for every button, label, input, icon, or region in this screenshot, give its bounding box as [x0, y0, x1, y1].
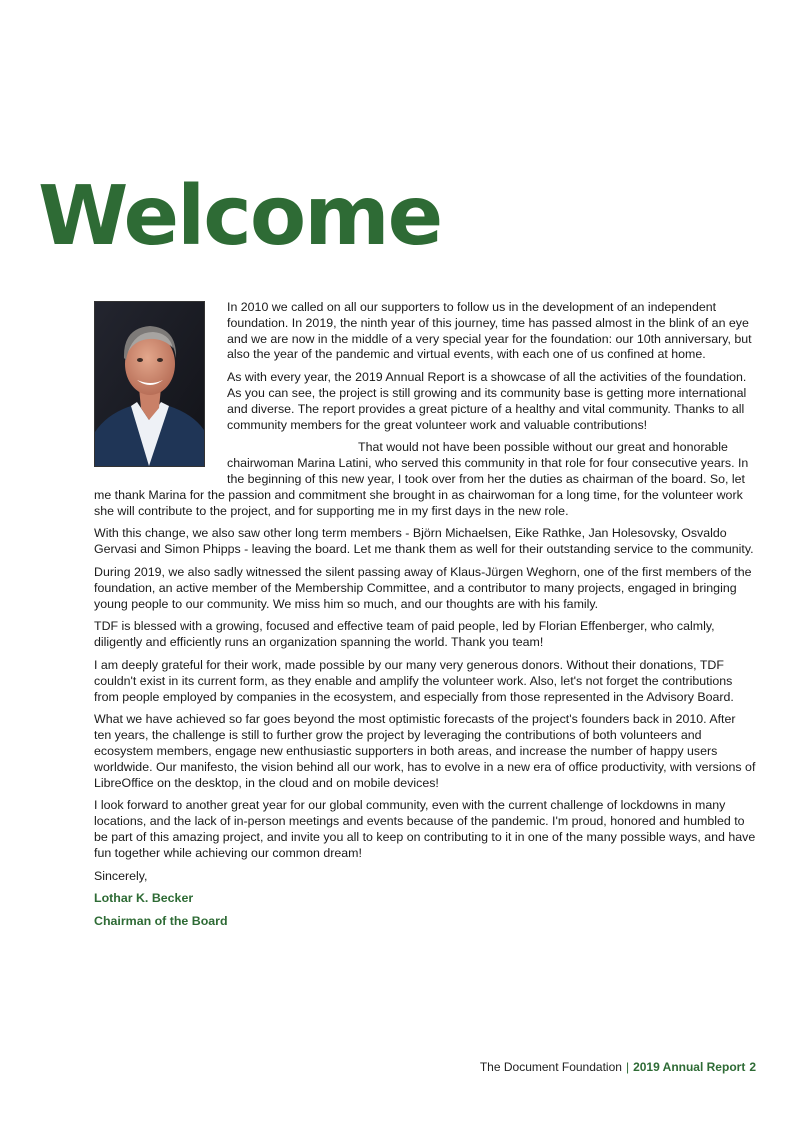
- paragraph: In 2010 we called on all our supporters to follow us in the development of an independent foundation. In 2019, the ninth year of this journey, time has passed almost in the blink of an eye and we are now in the middle of a very special year for the foundation: our 10th anniversary, but also the year of the pandemic and virtual events, with each one of us confined at home.: [227, 300, 752, 362]
- paragraph: I am deeply grateful for their work, made possible by our many very generous donors. Without their donations, TDF couldn't exist in its current form, as they enable and amplify the volunteer work. Also, let's not forget the contributions from people employed by companies in the ecosystem, and especially from those represented in the Advisory Board.: [94, 657, 734, 704]
- paragraph: TDF is blessed with a growing, focused and effective team of paid people, led by Florian Effenberger, who calmly, diligently and efficiently runs an organization spanning the world. Thank you team!: [94, 619, 715, 650]
- page-footer: [480, 1060, 756, 1074]
- footer-report-title: 2019 Annual Report: [633, 1060, 746, 1074]
- page-title: Welcome: [38, 169, 442, 264]
- paragraph: During 2019, we also sadly witnessed the silent passing away of Klaus-Jürgen Weghorn, one of the first members of the foundation, an active member of the Membership Committee, and a contributor to many projects, engaged in bringing young people to our community. We miss him so much, and our thoughts are with his family.: [94, 564, 752, 611]
- paragraph: As with every year, the 2019 Annual Report is a showcase of all the activities of the foundation. As you can see, the project is still growing and its community base is getting more international and diverse. The report provides a great picture of a healthy and vital community. Thanks to all community members for the great volunteer work and valuable contributions!: [227, 370, 747, 432]
- letter-body: [94, 300, 756, 937]
- signature-role: Chairman of the Board: [94, 914, 228, 929]
- page-number: 2: [749, 1060, 756, 1074]
- paragraph: What we have achieved so far goes beyond the most optimistic forecasts of the project's founders back in 2010. After ten years, the challenge is still to further grow the project by leveraging the contributions of both volunteers and ecosystem members, engage new enthusiastic supporters in both areas, and increase the number of happy users worldwide. Our manifesto, the vision behind all our work, has to evolve in a new era of office productivity, with versions of LibreOffice on the desktop, in the cloud and on mobile devices!: [94, 712, 756, 790]
- closing-salutation: Sincerely,: [94, 868, 148, 883]
- signature-name: Lothar K. Becker: [94, 891, 194, 906]
- footer-organization: The Document Foundation: [479, 1060, 622, 1074]
- paragraph: I look forward to another great year for our global community, even with the current challenge of lockdowns in many locations, and the lack of in-person meetings and events because of the pandemic. I'm proud, honored and humbled to be part of this amazing project, and invite you all to keep on contributing to it in one of the many possible ways, and have fun together while achieving our common dream!: [94, 798, 756, 860]
- footer-separator: |: [625, 1060, 630, 1074]
- portrait-photo: [94, 301, 205, 467]
- paragraph: With this change, we also saw other long term members - Björn Michaelsen, Eike Rathke, Jan Holesovsky, Osvaldo Gervasi and Simon Phipps - leaving the board. Let me thank them as well for their outstanding service to the community.: [94, 526, 754, 557]
- paragraph: That would not have been possible without our great and honorable chairwoman Marina Latini, who served this community in that role for four consecutive years. In the beginning of this new year, I took over from her the duties as chairman of the board. So, let me thank Marina for the passion and commitment she brought in as chairwoman for a long time, for the volunteer work she will contribute to the project, and for supporting me in my first days in the new role.: [94, 440, 749, 518]
